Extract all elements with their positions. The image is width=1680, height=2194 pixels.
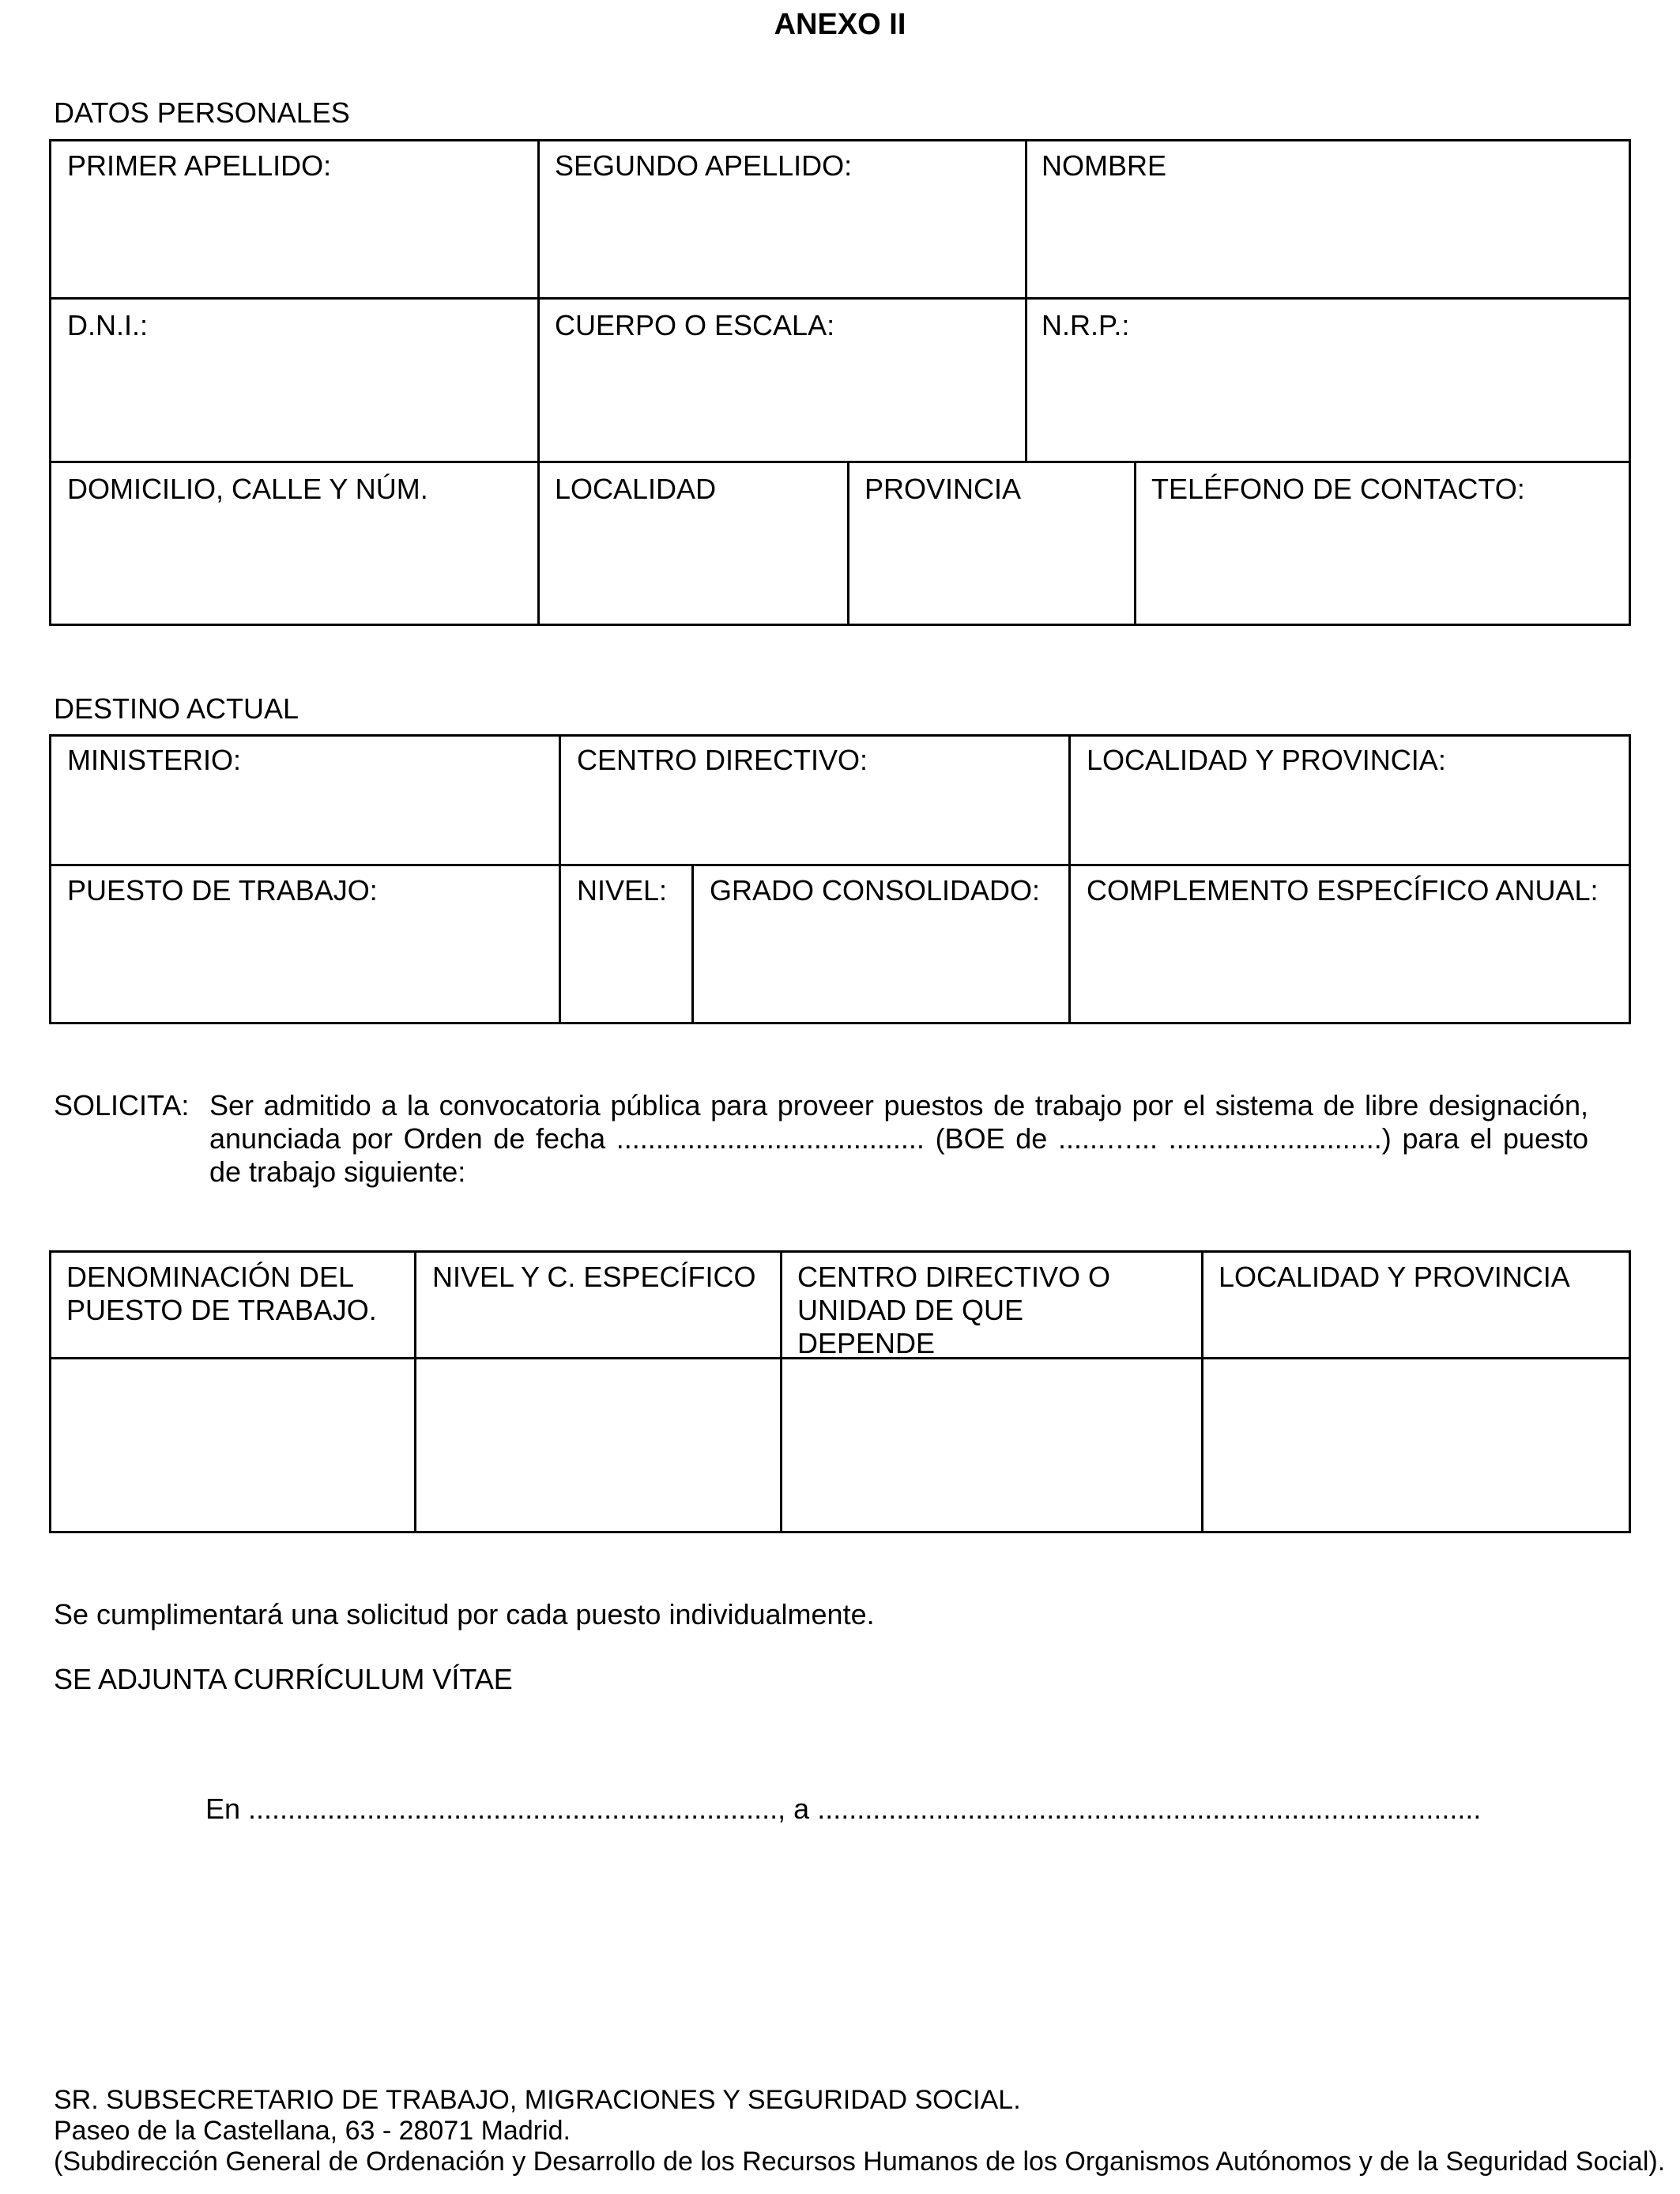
- page-title: ANEXO II: [774, 8, 906, 41]
- localidad-provincia-input-cell[interactable]: [1203, 1359, 1629, 1531]
- solicita-label: SOLICITA:: [54, 1089, 190, 1122]
- grado-consolidado-label: GRADO CONSOLIDADO:: [710, 874, 1041, 907]
- localidad-provincia-field[interactable]: [1071, 737, 1629, 864]
- domicilio-label: DOMICILIO, CALLE Y NÚM.: [67, 473, 428, 505]
- complemento-especifico-field[interactable]: [1071, 866, 1629, 1022]
- cuerpo-escala-label: CUERPO O ESCALA:: [555, 309, 835, 341]
- subdirection-line: (Subdirección General de Ordenación y Desarrollo de los Recursos Humanos de los Organismos Autónomos y de la Seguridad Social).: [54, 2147, 1666, 2177]
- section-heading-destino-actual: DESTINO ACTUAL: [54, 692, 299, 725]
- addressee-line: SR. SUBSECRETARIO DE TRABAJO, MIGRACIONES Y SEGURIDAD SOCIAL.: [54, 2085, 1021, 2115]
- localidad-provincia-label: LOCALIDAD Y PROVINCIA:: [1087, 744, 1446, 776]
- table-header-centro: CENTRO DIRECTIVO O UNIDAD DE QUE DEPENDE: [797, 1261, 1111, 1359]
- nrp-label: N.R.P.:: [1042, 309, 1130, 341]
- complemento-especifico-label: COMPLEMENTO ESPECÍFICO ANUAL:: [1087, 874, 1599, 907]
- grado-consolidado-field[interactable]: [694, 866, 1068, 1022]
- ministerio-field[interactable]: [51, 737, 559, 864]
- dni-field[interactable]: [51, 300, 537, 461]
- place-date-line[interactable]: En ..................................................................., a ....................................................................................: [205, 1793, 1482, 1825]
- table-header-denominacion: DENOMINACIÓN DEL PUESTO DE TRABAJO.: [66, 1261, 377, 1326]
- telefono-field[interactable]: [1136, 463, 1629, 624]
- nombre-label: NOMBRE: [1042, 149, 1167, 182]
- note-curriculum: SE ADJUNTA CURRÍCULUM VÍTAE: [54, 1663, 513, 1695]
- centro-directivo-field[interactable]: [561, 737, 1068, 864]
- telefono-label: TELÉFONO DE CONTACTO:: [1151, 473, 1525, 505]
- provincia-label: PROVINCIA: [864, 473, 1022, 505]
- nivel-field[interactable]: [561, 866, 691, 1022]
- primer-apellido-label: PRIMER APELLIDO:: [67, 149, 332, 182]
- nivel-label: NIVEL:: [577, 874, 668, 907]
- table-header-localidad: LOCALIDAD Y PROVINCIA: [1219, 1261, 1570, 1293]
- note-one-request: Se cumplimentará una solicitud por cada puesto individualmente.: [54, 1598, 875, 1630]
- centro-directivo-input-cell[interactable]: [782, 1359, 1201, 1531]
- centro-directivo-label: CENTRO DIRECTIVO:: [577, 744, 868, 776]
- nombre-field[interactable]: [1027, 141, 1629, 297]
- segundo-apellido-field[interactable]: [540, 141, 1025, 297]
- nivel-especifico-input-cell[interactable]: [416, 1359, 780, 1531]
- denominacion-input-cell[interactable]: [51, 1359, 414, 1531]
- provincia-field[interactable]: [849, 463, 1134, 624]
- localidad-label: LOCALIDAD: [555, 473, 717, 505]
- cuerpo-escala-field[interactable]: [540, 300, 1025, 461]
- puesto-trabajo-label: PUESTO DE TRABAJO:: [67, 874, 378, 907]
- segundo-apellido-label: SEGUNDO APELLIDO:: [555, 149, 853, 182]
- localidad-field[interactable]: [540, 463, 847, 624]
- solicita-text: Ser admitido a la convocatoria pública para proveer puestos de trabajo por el sistema de libre designación, anunciada por Orden de fecha ....................................... (BOE de ......…... ...........................) para el puesto de trabajo siguiente:: [209, 1089, 1588, 1188]
- address-line: Paseo de la Castellana, 63 - 28071 Madrid.: [54, 2116, 571, 2146]
- section-heading-datos-personales: DATOS PERSONALES: [54, 96, 350, 129]
- ministerio-label: MINISTERIO:: [67, 744, 242, 776]
- table-header-nivel: NIVEL Y C. ESPECÍFICO: [432, 1261, 756, 1293]
- puesto-trabajo-field[interactable]: [51, 866, 559, 1022]
- nrp-field[interactable]: [1027, 300, 1629, 461]
- domicilio-field[interactable]: [51, 463, 537, 624]
- primer-apellido-field[interactable]: [51, 141, 537, 297]
- dni-label: D.N.I.:: [67, 309, 149, 341]
